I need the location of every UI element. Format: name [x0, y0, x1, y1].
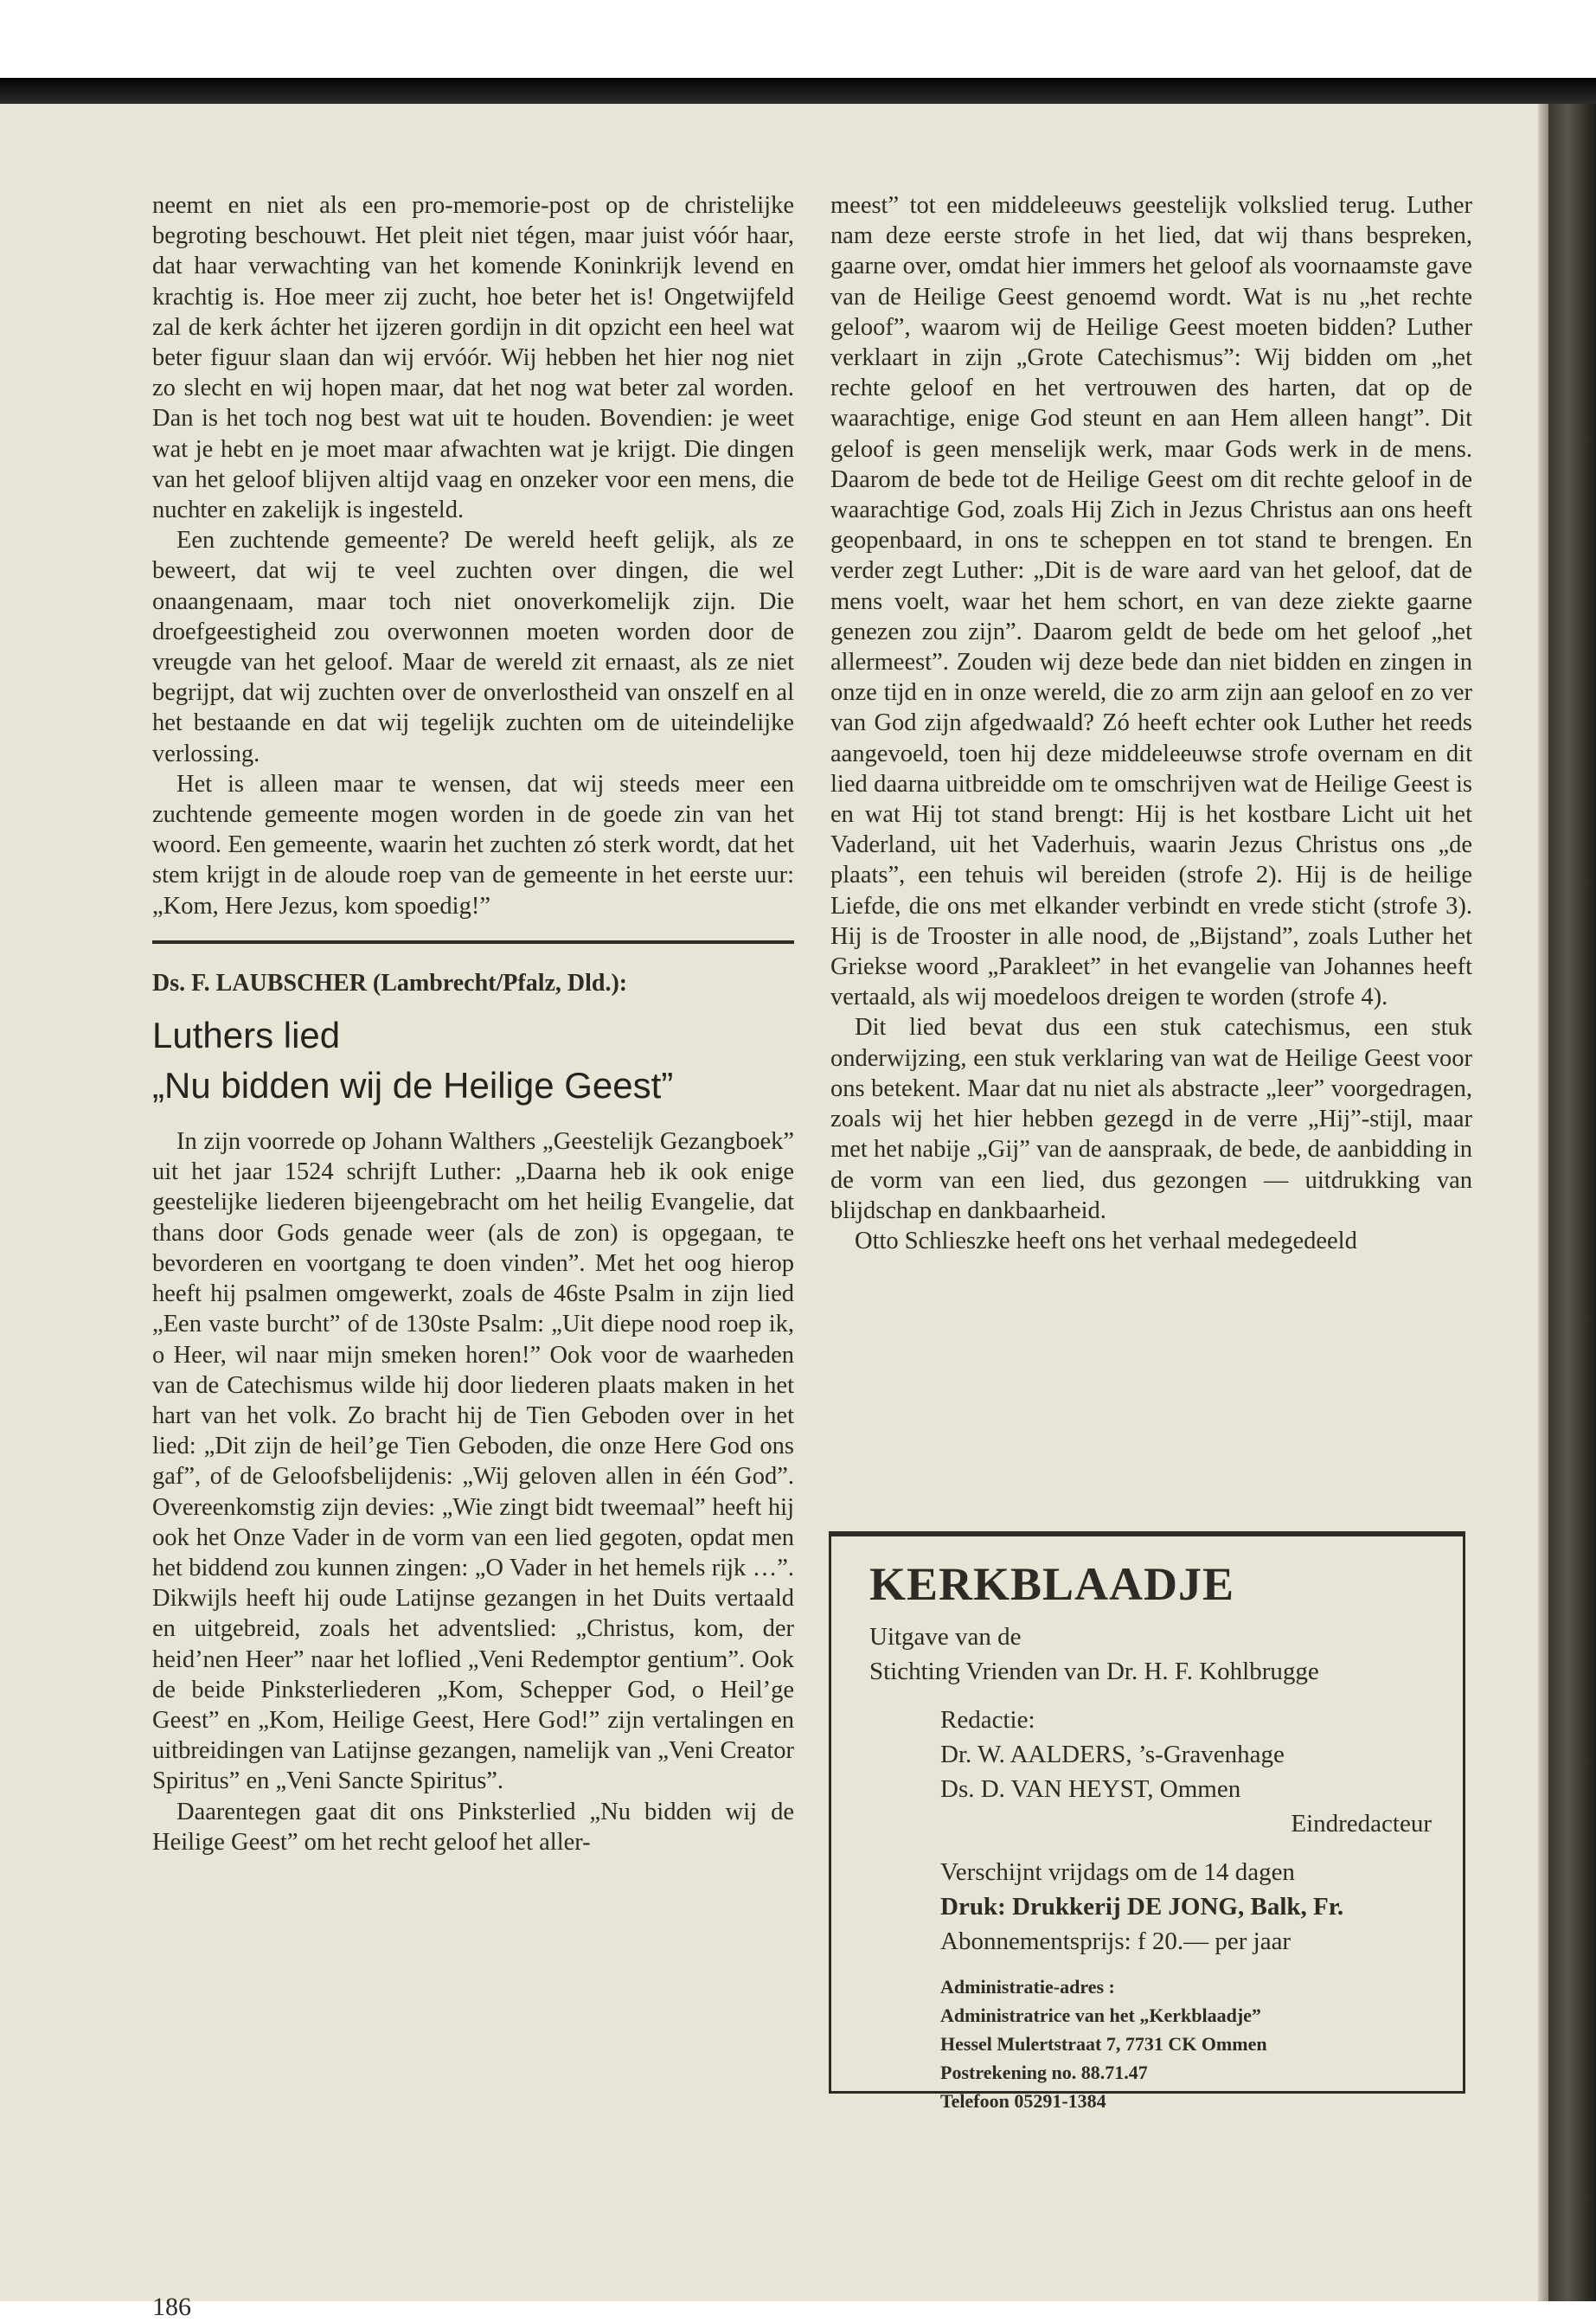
paragraph: In zijn voorrede op Johann Walthers „Geestelijk Gezangboek” uit het jaar 1524 schrijft Luther: „Daarna heb ik ook enige geestelijke liederen bijeengebracht om het heilig Evangelie, dat thans door Gods genade weer (als de zon) is opgegaan, te bevorderen en voortgang te doen vinden”. Met het oog hierop heeft hij psalmen omgewerkt, zoals de 46ste Psalm in zijn lied „Een vaste burcht” of de 130ste Psalm: „Uit diepe nood roep ik, o Heer, wil naar mijn smeken horen!” Ook voor de waarheden van de Catechismus wilde hij door liederen plaats maken in het hart van het volk. Zo bracht hij de Tien Geboden over in het lied: „Dit zijn de heil’ge Tien Geboden, die onze Here God ons gaf”, of de Geloofsbelijdenis: „Wij geloven allen in één God”. Overeenkomstig zijn devies: „Wie zingt bidt tweemaal” heeft hij ook het Onze Vader in de vorm van een lied gegoten, opdat men het biddend zou kunnen zingen: „O Vader in het hemels rijk …”. Dikwijls heeft hij oude Latijnse gezangen in het Duits vertaald en uitgebreid, zoals het adventslied: „Christus, kom, der heid’nen Heer” naar het loflied „Veni Redemptor gentium”. Ook de beide Pinksterliederen „Kom, Schepper God, o Heil’ge Geest” en „Kom, Heilige Geest, Here God!” zijn vertalingen en uitbreidingen van Latijnse gezangen, namelijk van „Veni Creator Spiritus” en „Veni Sancte Spiritus”. [152, 1128, 794, 1795]
publication-schedule: Verschijnt vrijdags om de 14 dagen [940, 1858, 1295, 1886]
scan-top-border [0, 78, 1596, 104]
giro-number: Postrekening no. 88.71.47 [940, 2062, 1148, 2083]
page-edge [1538, 104, 1548, 2301]
paragraph: Het is alleen maar te wensen, dat wij steeds meer een zuchtende gemeente mogen worden in de goede zin van het woord. Een gemeente, waarin het zuchten zó sterk wordt, dat het stem krijgt in de aloude roep van de gemeente in het eerste uur: „Kom, Here Jezus, kom spoedig!” [152, 770, 794, 920]
article-byline: Ds. F. LAUBSCHER (Lambrecht/Pfalz, Dld.): [152, 969, 628, 997]
subscription-price: Abonnementsprijs: f 20.— per jaar [940, 1928, 1292, 1955]
book-spine [1548, 104, 1596, 2301]
left-column [152, 190, 794, 1857]
article-title-line-2: „Nu bidden wij de Heilige Geest” [152, 1065, 674, 1106]
right-column [830, 190, 1472, 1256]
editor-2-role: Eindredacteur [1291, 1810, 1432, 1838]
phone-number: Telefoon 05291-1384 [940, 2090, 1106, 2112]
editor-1: Dr. W. AALDERS, ’s-Gravenhage [940, 1741, 1285, 1768]
paragraph: neemt en niet als een pro-memorie-post op de christelijke begroting beschouwt. Het pleit niet tégen, maar juist vóór haar, dat haar verwachting van het komende Koninkrijk levend en krachtig is. Hoe meer zij zucht, hoe beter het is! Ongetwijfeld zal de kerk áchter het ijzeren gordijn in dit opzicht een heel wat beter figuur slaan dan wij ervóór. Wij hebben het hier nog niet zo slecht en wij hopen maar, dat het nog wat beter zal worden. Dan is het toch nog best wat uit te houden. Bovendien: je weet wat je hebt en je moet maar afwachten wat je krijgt. Die dingen van het geloof blijven altijd vaag en onzeker voor een mens, die nuchter en zakelijk is ingesteld. [152, 192, 794, 524]
editor-2: Ds. D. VAN HEYST, Ommen [940, 1775, 1241, 1803]
paragraph: meest” tot een middeleeuws geestelijk volkslied terug. Luther nam deze eerste strofe in het lied, dat wij thans bespreken, gaarne over, omdat hier immers het geloof als voornaamste gave van de Heilige Geest genoemd wordt. Wat is nu „het rechte geloof”, waarom wij de Heilige Geest moeten bidden? Luther verklaart in zijn „Grote Catechismus”: Wij bidden om „het rechte geloof en het vertrouwen des harten, dat op de waarachtige, enige God steunt en aan Hem alleen hangt”. Dit geloof is geen menselijk werk, maar Gods werk in de mens. Daarom de bede tot de Heilige Geest om dit rechte geloof in de waarachtige God, zoals Hij Zich in Jezus Christus aan ons heeft geopenbaard, in ons te scheppen en tot stand te brengen. En verder zegt Luther: „Dit is de ware aard van het geloof, dat de mens voelt, waar het hem schort, en van deze ziekte gaarne genezen zou zijn”. Daarom geldt de bede om het geloof „het allermeest”. Zouden wij deze bede dan niet bidden en zingen in onze tijd en in onze wereld, die zo arm zijn aan geloof en zo ver van God zijn afgedwaald? Zó heeft echter ook Luther het reeds aangevoeld, toen hij deze middeleeuwse strofe overnam en dit lied daarna uitbreidde om te omschrijven wat de Heilige Geest is en wat Hij tot stand brengt: Hij is het kostbare Licht uit het Vaderland, uit het Vaderhuis, waarin Jezus Christus ons „de plaats”, een tehuis wil bereiden (strofe 2). Hij is de heilige Liefde, die ons met elkander verbindt en vrede sticht (strofe 3). Hij is de Trooster in alle nood, de „Bijstand”, zoals Luther het Griekse woord „Parakleet” in het evangelie van Johannes heeft vertaald, als wij moedeloos dreigen te worden (strofe 4). [830, 192, 1472, 1011]
paragraph: Een zuchtende gemeente? De wereld heeft gelijk, als ze beweert, dat wij te veel zuchten over dingen, die wel onaangenaam, maar toch niet onoverkomelijk zijn. Die droefgeestigheid zou overwonnen moeten worden door de vreugde van het geloof. Maar de wereld zit ernaast, als ze niet begrijpt, dat wij zuchten over de onverlostheid van onszelf en al het bestaande en dat wij tegelijk zuchten om de uiteindelijke verlossing. [152, 527, 794, 767]
editorial-label: Redactie: [940, 1706, 1035, 1734]
publisher-name: Stichting Vrienden van Dr. H. F. Kohlbrugge [869, 1658, 1319, 1685]
page-number: 186 [152, 2293, 191, 2321]
admin-address: Hessel Mulertstraat 7, 7731 CK Ommen [940, 2033, 1267, 2055]
colophon-box [829, 1531, 1465, 2112]
article-title-line-1: Luthers lied [152, 1015, 341, 1056]
colophon-title: KERKBLAADJE [869, 1558, 1235, 1610]
paragraph: Dit lied bevat dus een stuk catechismus, een stuk onderwijzing, een stuk verklaring van wat de Heilige Geest voor ons betekent. Maar dat nu niet als abstracte „leer” voorgedragen, zoals wij het hier hebben gezegd in de verre „Hij”-stijl, maar met het nabije „Gij” van de aanspraak, de bede, de aanbidding in de vorm van een lied, dus gezongen — uitdrukking van blijdschap en dankbaarheid. [830, 1014, 1472, 1224]
paragraph: Otto Schlieszke heeft ons het verhaal medegedeeld [855, 1227, 1357, 1254]
admin-name: Administratrice van het „Kerkblaadje” [940, 2004, 1261, 2026]
printer-info: Druk: Drukkerij DE JONG, Balk, Fr. [940, 1893, 1344, 1921]
scanned-page [0, 78, 1596, 2321]
article-header [152, 968, 794, 1111]
paragraph: Daarentegen gaat dit ons Pinksterlied „Nu bidden wij de Heilige Geest” om het recht geloof het aller- [152, 1798, 794, 1856]
admin-label: Administratie-adres : [940, 1976, 1115, 1998]
publisher-line: Uitgave van de [869, 1623, 1022, 1651]
section-divider [152, 940, 794, 944]
